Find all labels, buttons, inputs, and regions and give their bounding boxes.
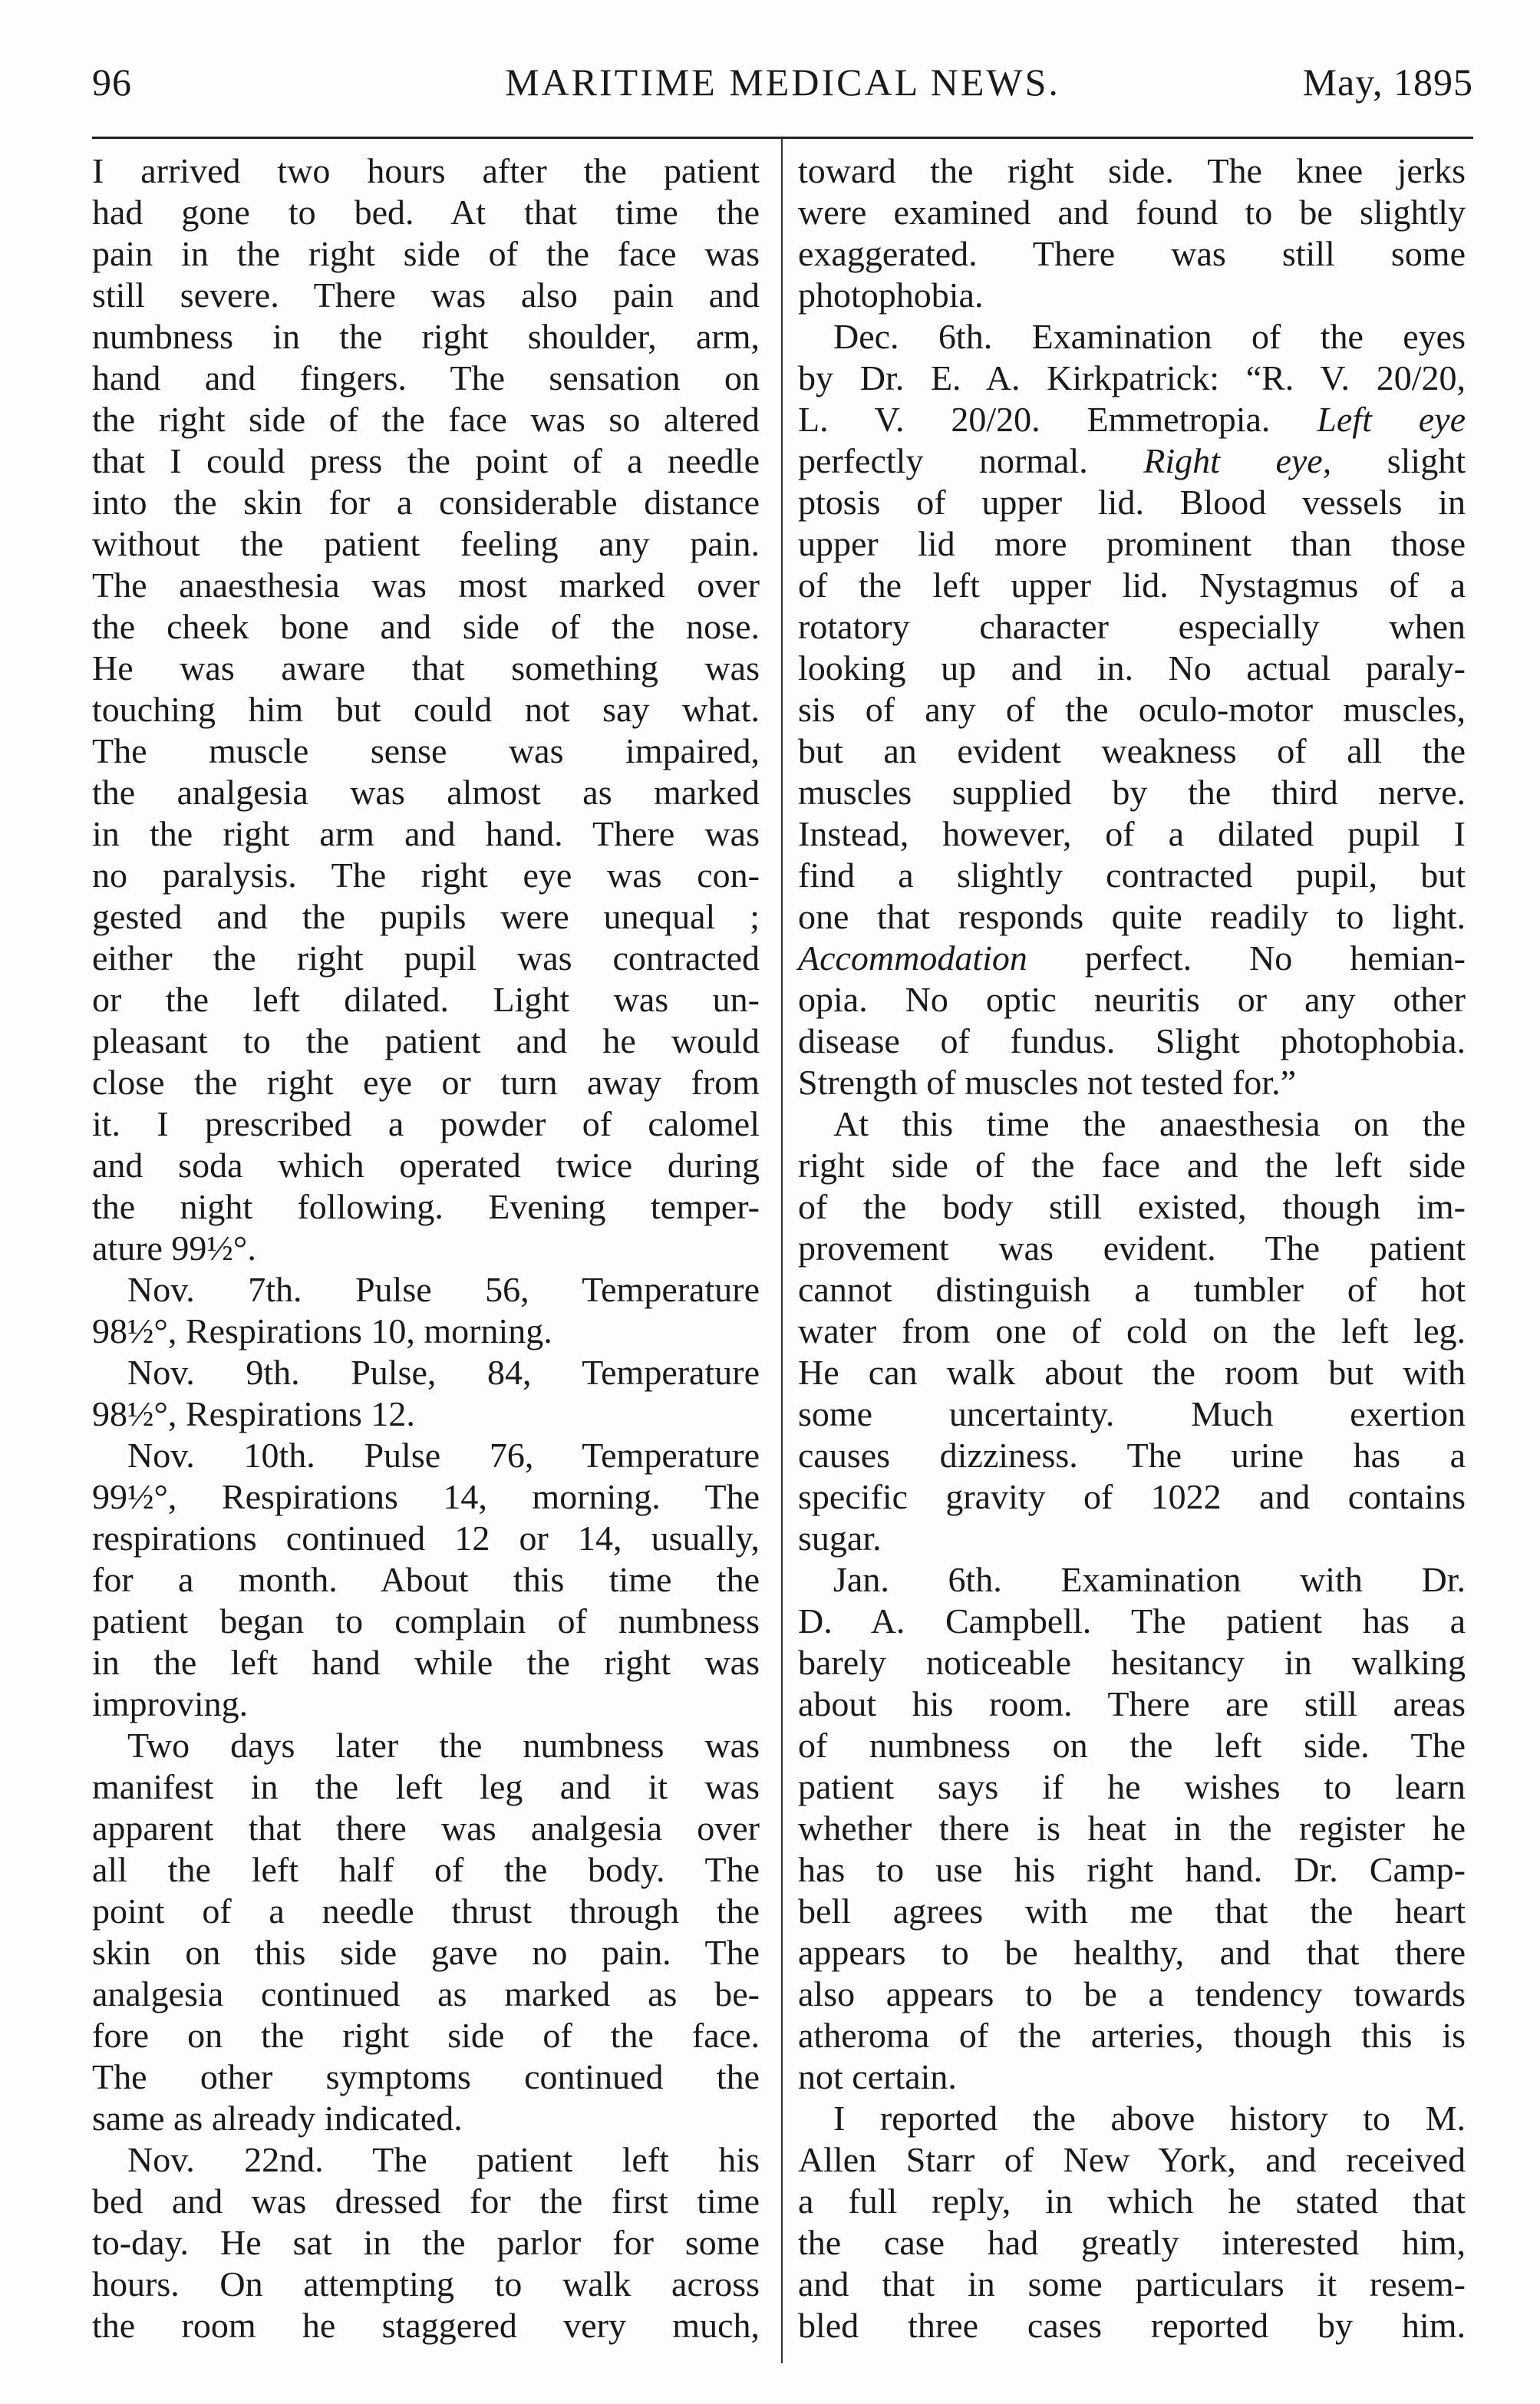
text-line: muscles supplied by the third nerve. (798, 773, 1466, 812)
text-line: barely noticeable hesitancy in walking (798, 1643, 1466, 1682)
page-number: 96 (92, 61, 132, 104)
text-line: At this time the anaesthesia on the (833, 1104, 1466, 1143)
text-line: exaggerated. There was still some (798, 234, 1466, 273)
text-line: about his room. There are still areas (798, 1684, 1466, 1723)
text-line: patient began to complain of numbness (92, 1601, 760, 1641)
text-line: 98½°, Respirations 10, morning. (92, 1311, 552, 1350)
text-line: whether there is heat in the register he (798, 1809, 1466, 1848)
text-line: hand and fingers. The sensation on (92, 358, 760, 397)
text-line: Nov. 9th. Pulse, 84, Temperature (127, 1353, 760, 1392)
header-rule (92, 137, 1473, 139)
text-line: 98½°, Respirations 12. (92, 1394, 415, 1433)
text-line: He was aware that something was (92, 648, 760, 688)
text-line: ptosis of upper lid. Blood vessels in (798, 483, 1466, 522)
text-line: apparent that there was analgesia over (92, 1809, 760, 1848)
issue-date: May, 1895 (1302, 61, 1473, 104)
text-line: pleasant to the patient and he would (92, 1021, 760, 1060)
text-line: analgesia continued as marked as be- (92, 1974, 760, 2013)
text-line: The anaesthesia was most marked over (92, 566, 760, 605)
text-line: He can walk about the room but with (798, 1353, 1466, 1392)
text-line: the case had greatly interested him, (798, 2223, 1466, 2262)
text-line: disease of fundus. Slight photophobia. (798, 1021, 1466, 1060)
text-line: 99½°, Respirations 14, morning. The (92, 1477, 760, 1516)
text-line: and soda which operated twice during (92, 1146, 760, 1185)
left-column (92, 150, 760, 2346)
text-line: were examined and found to be slightly (798, 193, 1466, 232)
text-run: L. V. 20/20. Emmetropia. (798, 400, 1317, 439)
text-line: Jan. 6th. Examination with Dr. (833, 1560, 1466, 1599)
text-line (798, 440, 1466, 482)
text-line: still severe. There was also pain and (92, 275, 760, 315)
text-line: toward the right side. The knee jerks (798, 151, 1466, 190)
text-line: a full reply, in which he stated that (798, 2181, 1466, 2221)
text-line: bled three cases reported by him. (798, 2306, 1466, 2345)
italic-phrase: Accommodation (798, 938, 1027, 978)
text-line: provement was evident. The patient (798, 1228, 1466, 1268)
text-line: of the body still existed, though im- (798, 1187, 1466, 1226)
text-line: Strength of muscles not tested for.” (798, 1063, 1296, 1102)
text-line (798, 399, 1466, 440)
text-line: to-day. He sat in the parlor for some (92, 2223, 760, 2262)
text-line: Instead, however, of a dilated pupil I (798, 814, 1466, 853)
text-line: the night following. Evening temper- (92, 1187, 760, 1226)
text-line: some uncertainty. Much exertion (798, 1394, 1466, 1433)
text-line: bell agrees with me that the heart (798, 1891, 1466, 1931)
text-line: has to use his right hand. Dr. Camp- (798, 1850, 1466, 1889)
text-line: patient says if he wishes to learn (798, 1767, 1466, 1806)
text-line: manifest in the left leg and it was (92, 1767, 760, 1806)
text-line: water from one of cold on the left leg. (798, 1311, 1466, 1350)
text-line: causes dizziness. The urine has a (798, 1436, 1466, 1475)
italic-phrase: Left eye (1317, 400, 1466, 439)
text-run: slight (1331, 441, 1466, 480)
text-line: and that in some particulars it resem- (798, 2264, 1466, 2303)
text-run: perfectly normal. (798, 441, 1144, 480)
text-line: The muscle sense was impaired, (92, 731, 760, 770)
text-line: skin on this side gave no pain. The (92, 1933, 760, 1972)
text-line: touching him but could not say what. (92, 690, 760, 729)
text-line: photophobia. (798, 275, 984, 315)
text-line: Nov. 22nd. The patient left his (127, 2140, 760, 2179)
text-line: but an evident weakness of all the (798, 731, 1466, 770)
text-line: Nov. 7th. Pulse 56, Temperature (127, 1270, 760, 1309)
text-line: upper lid more prominent than those (798, 524, 1466, 563)
text-line: point of a needle thrust through the (92, 1891, 760, 1931)
column-divider (781, 138, 783, 2363)
text-line: sis of any of the oculo-motor muscles, (798, 690, 1466, 729)
text-line: same as already indicated. (92, 2099, 463, 2138)
text-line: also appears to be a tendency towards (798, 1974, 1466, 2013)
text-line: of numbness on the left side. The (798, 1726, 1466, 1765)
text-run: perfect. No hemian- (1027, 938, 1466, 978)
text-line: close the right eye or turn away from (92, 1063, 760, 1102)
right-column (798, 150, 1466, 2346)
text-line: respirations continued 12 or 14, usually, (92, 1519, 760, 1558)
text-line: or the left dilated. Light was un- (92, 980, 760, 1019)
text-line: without the patient feeling any pain. (92, 524, 760, 563)
text-line: opia. No optic neuritis or any other (798, 980, 1466, 1019)
text-line: bed and was dressed for the first time (92, 2181, 760, 2221)
text-line: that I could press the point of a needle (92, 441, 760, 480)
text-line: D. A. Campbell. The patient has a (798, 1601, 1466, 1641)
text-line: numbness in the right shoulder, arm, (92, 317, 760, 356)
text-line: find a slightly contracted pupil, but (798, 856, 1466, 895)
text-line: it. I prescribed a powder of calomel (92, 1104, 760, 1143)
text-line: Nov. 10th. Pulse 76, Temperature (127, 1436, 760, 1475)
text-line: sugar. (798, 1519, 882, 1558)
text-line: hours. On attempting to walk across (92, 2264, 760, 2303)
text-line: The other symptoms continued the (92, 2057, 760, 2096)
text-line: into the skin for a considerable distance (92, 483, 760, 522)
text-line: I reported the above history to M. (833, 2099, 1466, 2138)
text-line: right side of the face and the left side (798, 1146, 1466, 1185)
text-line: improving. (92, 1684, 249, 1723)
text-line: all the left half of the body. The (92, 1850, 760, 1889)
text-line: for a month. About this time the (92, 1560, 760, 1599)
text-line: I arrived two hours after the patient (92, 151, 760, 190)
text-line: one that responds quite readily to light. (798, 897, 1466, 936)
text-line: specific gravity of 1022 and contains (798, 1477, 1466, 1516)
italic-phrase: Right eye, (1143, 441, 1332, 480)
text-line: gested and the pupils were unequal ; (92, 897, 760, 936)
text-line: the room he staggered very much, (92, 2306, 760, 2345)
text-line: of the left upper lid. Nystagmus of a (798, 566, 1466, 605)
text-line: appears to be healthy, and that there (798, 1933, 1466, 1972)
text-line: had gone to bed. At that time the (92, 193, 760, 232)
text-line: cannot distinguish a tumbler of hot (798, 1270, 1466, 1309)
text-line: in the right arm and hand. There was (92, 814, 760, 853)
text-line: by Dr. E. A. Kirkpatrick: “R. V. 20/20, (798, 358, 1466, 397)
text-line: the right side of the face was so altered (92, 400, 760, 439)
running-header (92, 60, 1473, 121)
text-line: the analgesia was almost as marked (92, 773, 760, 812)
text-line: Two days later the numbness was (127, 1726, 760, 1765)
text-line: atheroma of the arteries, though this is (798, 2016, 1466, 2055)
text-line: pain in the right side of the face was (92, 234, 760, 273)
text-line: Allen Starr of New York, and received (798, 2140, 1466, 2179)
text-line (798, 938, 1466, 979)
text-line: the cheek bone and side of the nose. (92, 607, 760, 646)
text-line: looking up and in. No actual paraly- (798, 648, 1466, 688)
text-line: rotatory character especially when (798, 607, 1466, 646)
text-line: either the right pupil was contracted (92, 938, 760, 978)
text-line: ature 99½°. (92, 1228, 256, 1268)
journal-title: MARITIME MEDICAL NEWS. (505, 61, 1060, 104)
text-line: not certain. (798, 2057, 957, 2096)
text-line: Dec. 6th. Examination of the eyes (833, 317, 1466, 356)
text-line: in the left hand while the right was (92, 1643, 760, 1682)
text-line: fore on the right side of the face. (92, 2016, 760, 2055)
text-line: no paralysis. The right eye was con- (92, 856, 760, 895)
